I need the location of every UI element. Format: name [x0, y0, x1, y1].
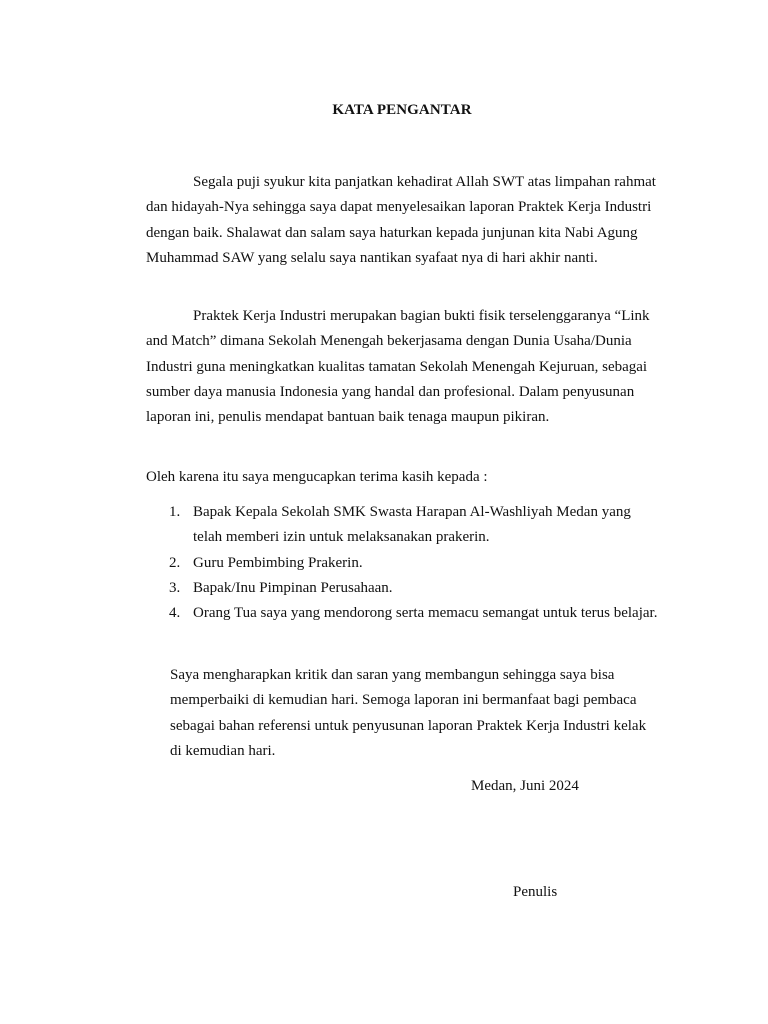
page-title: KATA PENGANTAR [332, 102, 472, 118]
author-signature: Penulis [513, 884, 558, 900]
paragraph-line: Praktek Kerja Industri merupakan bagian bukti fisik terselenggaranya [193, 308, 611, 324]
paragraph-line: Usaha/Dunia Industri guna meningkatkan kualitas tamatan Sekolah Menengah [146, 333, 632, 375]
place-date: Medan, Juni 2024 [471, 778, 579, 794]
paragraph-line: memperbaiki di kemudian hari. Semoga laporan ini bermanfaat bagi pembaca [170, 692, 637, 709]
list-item [146, 576, 658, 601]
paragraph-line: Segala puji syukur kita panjatkan kehadirat Allah SWT atas limpahan [193, 174, 611, 190]
list-line: belajar. [613, 605, 658, 622]
paragraph-line: rahmat dan hidayah-Nya sehingga saya dapat menyelesaikan laporan Praktek [146, 174, 656, 216]
list-item [146, 551, 658, 576]
list-line: Orang Tua saya yang mendorong serta memacu semangat untuk terus [193, 605, 610, 622]
paragraph-line: kita Nabi Agung Muhammad SAW yang selalu saya nantikan syafaat nya di hari [146, 224, 638, 266]
list-line: Bapak/Inu Pimpinan Perusahaan. [193, 579, 393, 596]
paragraph-line: akhir nanti. [529, 249, 598, 266]
paragraph-line: Kejuruan, sebagai sumber daya manusia Indonesia yang handal dan profesional. [146, 358, 648, 400]
list-number: 2. [169, 554, 181, 571]
paragraph-line: Saya mengharapkan kritik dan saran yang membangun sehingga saya bisa [170, 667, 615, 683]
paragraph-thanks-intro [146, 465, 658, 490]
list-line: telah memberi izin untuk melaksanakan prakerin. [193, 529, 490, 546]
paragraph-line: pikiran. [502, 409, 550, 426]
thanks-list [146, 500, 658, 626]
list-number: 4. [169, 605, 181, 622]
paragraph-line: kelak di kemudian hari. [170, 717, 647, 759]
paragraph-line: “Link and Match” dimana Sekolah Menengah bekerjasama dengan Dunia [146, 308, 650, 350]
paragraph-closing [170, 663, 660, 764]
paragraph-line: Oleh karena itu saya mengucapkan terima kasih kepada : [146, 469, 488, 485]
paragraph-line: Dalam penyusunan laporan ini, penulis mendapat bantuan baik tenaga maupun [146, 383, 635, 426]
list-number: 3. [169, 579, 181, 596]
list-number: 1. [169, 504, 181, 520]
list-line: Guru Pembimbing Prakerin. [193, 554, 363, 571]
list-line: Bapak Kepala Sekolah SMK Swasta Harapan Al-Washliyah Medan yang [193, 504, 631, 520]
list-item [146, 500, 658, 551]
paragraph-line: Kerja Industri dengan baik. Shalawat dan salam saya haturkan kepada junjunan [146, 199, 652, 241]
paragraph-praktek [146, 304, 658, 430]
list-item [146, 601, 658, 626]
paragraph-intro [146, 170, 658, 271]
paragraph-line: sebagai bahan referensi untuk penyusunan laporan Praktek Kerja Industri [170, 717, 610, 734]
